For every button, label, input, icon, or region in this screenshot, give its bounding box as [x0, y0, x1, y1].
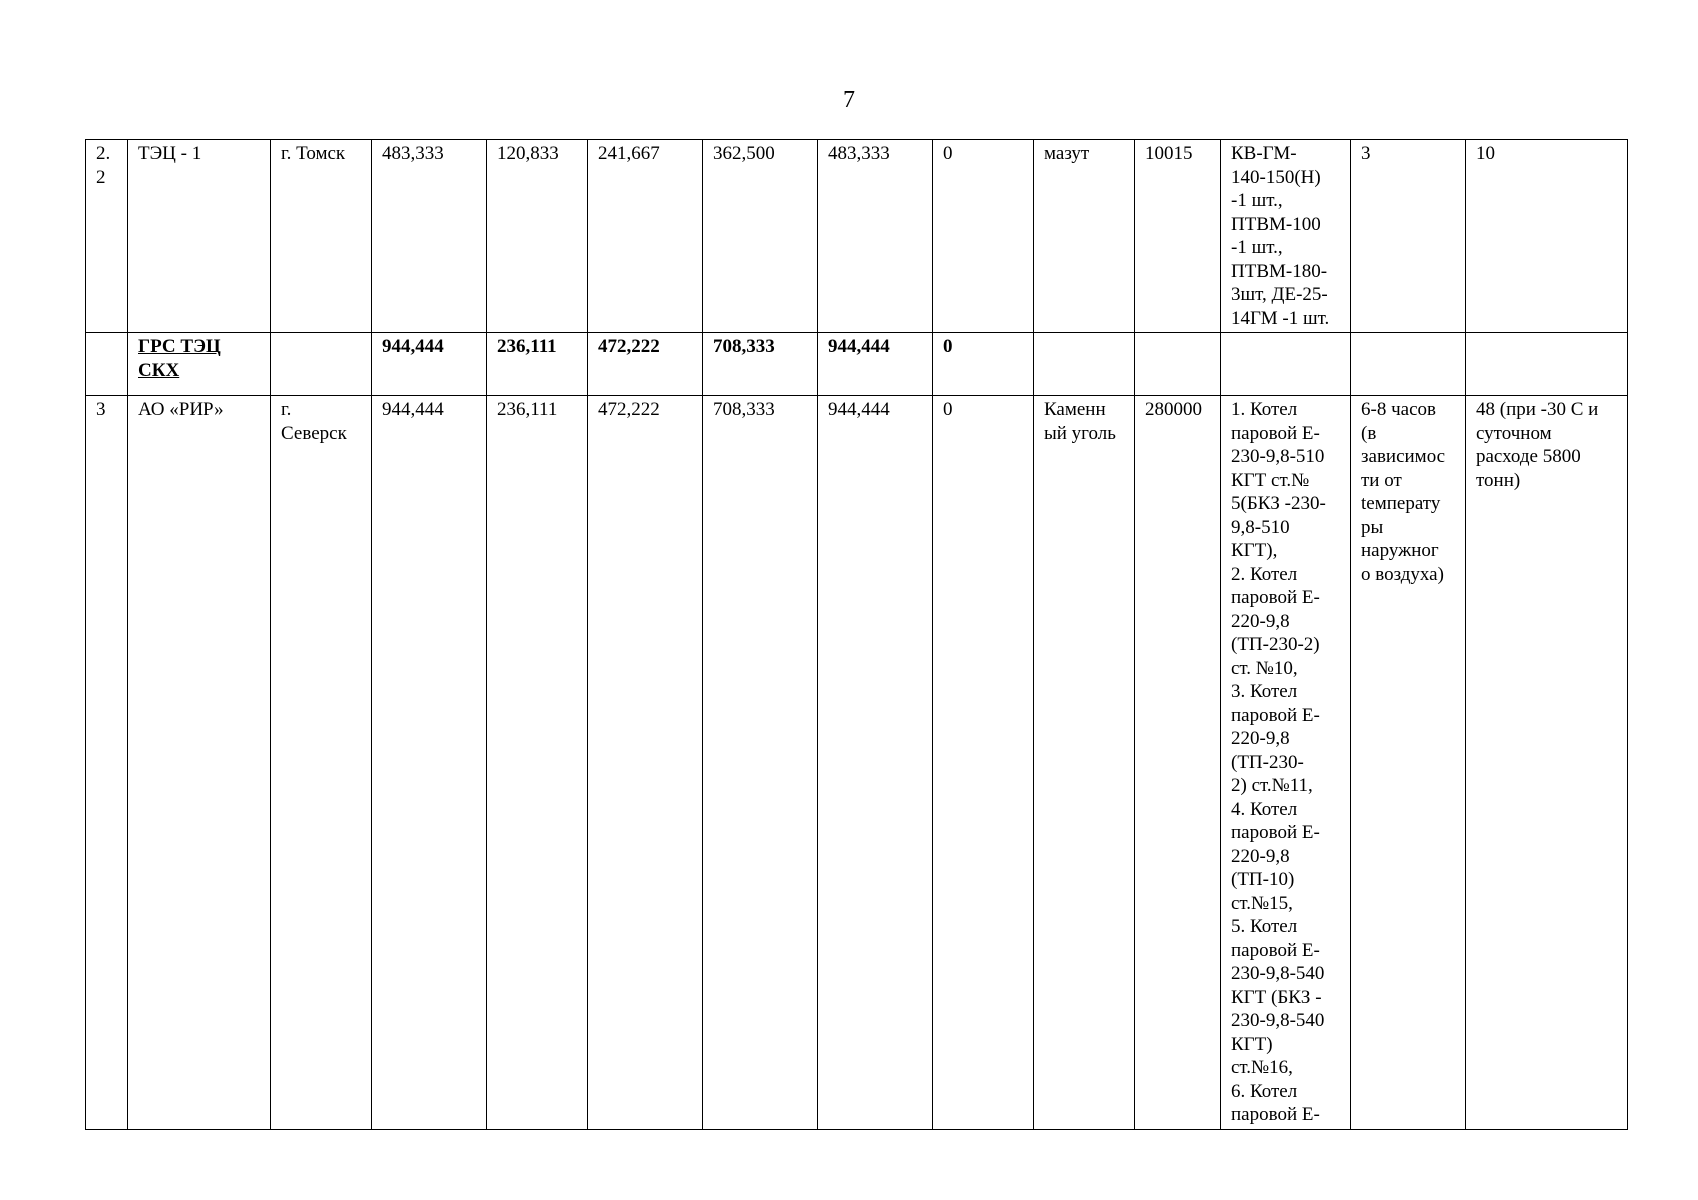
location [271, 333, 372, 396]
fuel-amount: 10015 [1135, 140, 1221, 333]
facility-name: АО «РИР» [128, 396, 271, 1130]
row-number [86, 333, 128, 396]
location: г. Северск [271, 396, 372, 1130]
value-4: 708,333 [703, 333, 818, 396]
value-2: 120,833 [487, 140, 588, 333]
fuel-type: Каменн ый уголь [1034, 396, 1135, 1130]
facility-name: ТЭЦ - 1 [128, 140, 271, 333]
equipment: КВ-ГМ- 140-150(Н) -1 шт., ПТВМ-100 -1 шт., ПТВМ-180- 3шт, ДЕ-25- 14ГМ -1 шт. [1221, 140, 1351, 333]
value-1: 944,444 [372, 396, 487, 1130]
value-2: 236,111 [487, 396, 588, 1130]
table-row [86, 333, 1628, 396]
value-5: 944,444 [818, 333, 933, 396]
facility-name: ГРС ТЭЦ СКХ [128, 333, 271, 396]
row-number: 2. 2 [86, 140, 128, 333]
value-3: 472,222 [588, 333, 703, 396]
value-5: 483,333 [818, 140, 933, 333]
switch-time: 3 [1351, 140, 1466, 333]
value-2: 236,111 [487, 333, 588, 396]
location: г. Томск [271, 140, 372, 333]
row-number: 3 [86, 396, 128, 1130]
reserve-duration [1466, 333, 1628, 396]
value-6: 0 [933, 396, 1034, 1130]
value-3: 241,667 [588, 140, 703, 333]
equipment [1221, 333, 1351, 396]
switch-time [1351, 333, 1466, 396]
value-4: 708,333 [703, 396, 818, 1130]
page-number: 7 [843, 87, 855, 113]
switch-time: 6-8 часов (в зависимос ти от tемперату ры наружног о воздуха) [1351, 396, 1466, 1130]
data-table [85, 139, 1628, 1130]
equipment: 1. Котел паровой Е- 230-9,8-510 КГТ ст.№ 5(БКЗ -230- 9,8-510 КГТ), 2. Котел паровой Е- 220-9,8 (ТП-230-2) ст. №10, 3. Котел паровой Е- 220-9,8 (ТП-230- 2) ст.№11, 4. Котел паровой Е- 220-9,8 (ТП-10) ст.№15, 5. Котел паровой Е- 230-9,8-540 КГТ (БКЗ - 230-9,8-540 КГТ) ст.№16, 6. Котел паровой Е- [1221, 396, 1351, 1130]
value-1: 483,333 [372, 140, 487, 333]
value-4: 362,500 [703, 140, 818, 333]
fuel-type: мазут [1034, 140, 1135, 333]
table-row [86, 140, 1628, 333]
fuel-type [1034, 333, 1135, 396]
value-1: 944,444 [372, 333, 487, 396]
table-row [86, 396, 1628, 1130]
fuel-amount [1135, 333, 1221, 396]
reserve-duration: 48 (при -30 С и суточном расходе 5800 тонн) [1466, 396, 1628, 1130]
value-5: 944,444 [818, 396, 933, 1130]
value-6: 0 [933, 333, 1034, 396]
fuel-amount: 280000 [1135, 396, 1221, 1130]
value-6: 0 [933, 140, 1034, 333]
value-3: 472,222 [588, 396, 703, 1130]
reserve-duration: 10 [1466, 140, 1628, 333]
